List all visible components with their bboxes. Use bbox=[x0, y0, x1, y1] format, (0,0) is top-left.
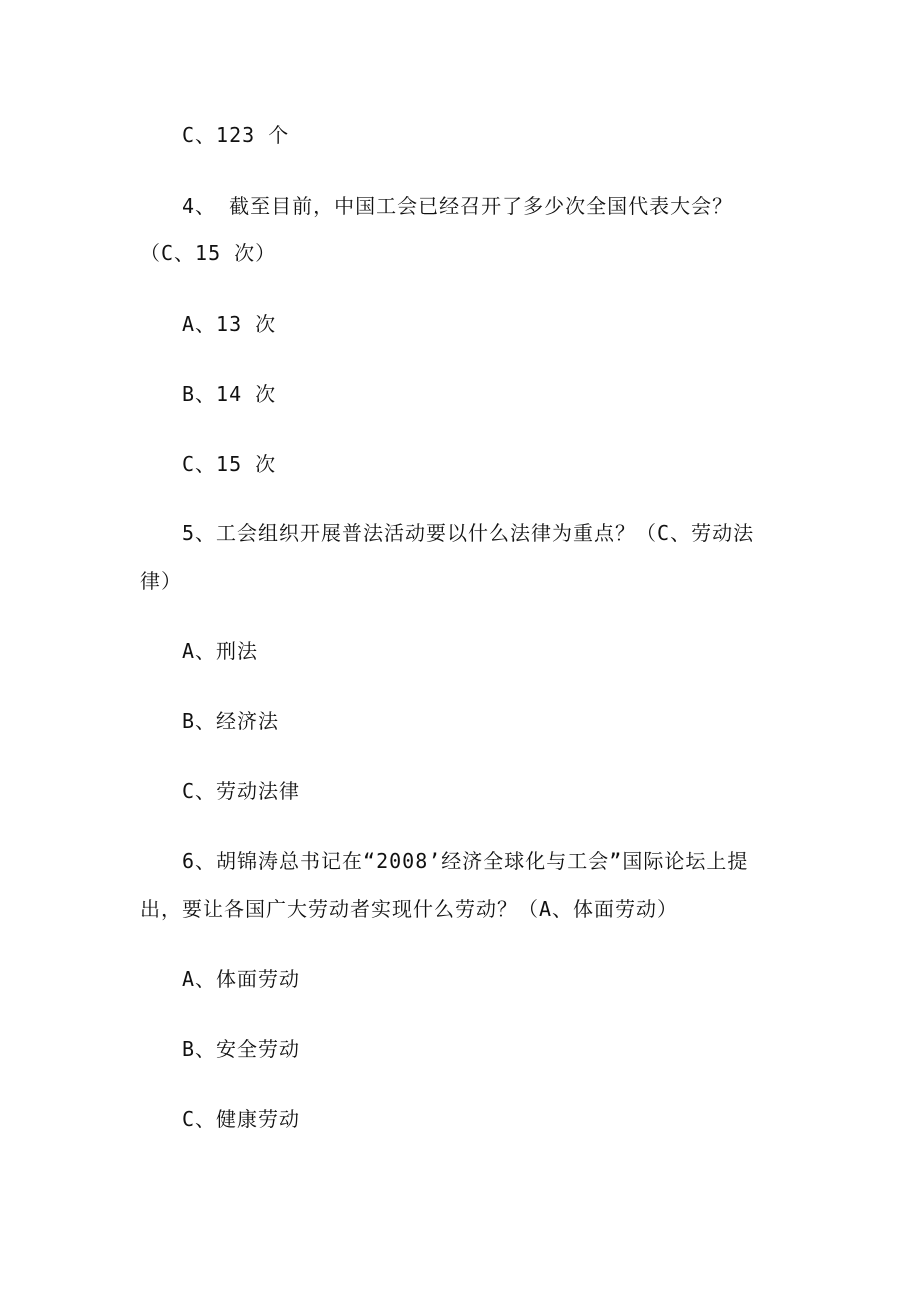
q5-question-line-2: 律） bbox=[140, 569, 182, 593]
q4-option-b: B、14 次 bbox=[182, 382, 277, 406]
q6-option-a: A、体面劳动 bbox=[182, 967, 301, 991]
q6-option-c: C、健康劳动 bbox=[182, 1107, 301, 1131]
q4-question-line-1: 4、 截至目前，中国工会已经召开了多少次全国代表大会？ bbox=[182, 194, 734, 218]
q3-option-c: C、123 个 bbox=[182, 123, 290, 147]
q5-option-a: A、刑法 bbox=[182, 639, 259, 663]
q4-option-a: A、13 次 bbox=[182, 312, 277, 336]
q5-option-c: C、劳动法律 bbox=[182, 779, 301, 803]
q4-question-line-2: （C、15 次） bbox=[140, 241, 277, 265]
q6-question-line-1: 6、胡锦涛总书记在“2008’经济全球化与工会”国际论坛上提 bbox=[182, 849, 749, 873]
q4-option-c: C、15 次 bbox=[182, 452, 277, 476]
q6-question-line-2: 出，要让各国广大劳动者实现什么劳动？（A、体面劳动） bbox=[140, 897, 679, 921]
q5-question-line-1: 5、工会组织开展普法活动要以什么法律为重点？（C、劳动法 bbox=[182, 521, 755, 545]
q5-option-b: B、经济法 bbox=[182, 709, 280, 733]
q6-option-b: B、安全劳动 bbox=[182, 1037, 301, 1061]
